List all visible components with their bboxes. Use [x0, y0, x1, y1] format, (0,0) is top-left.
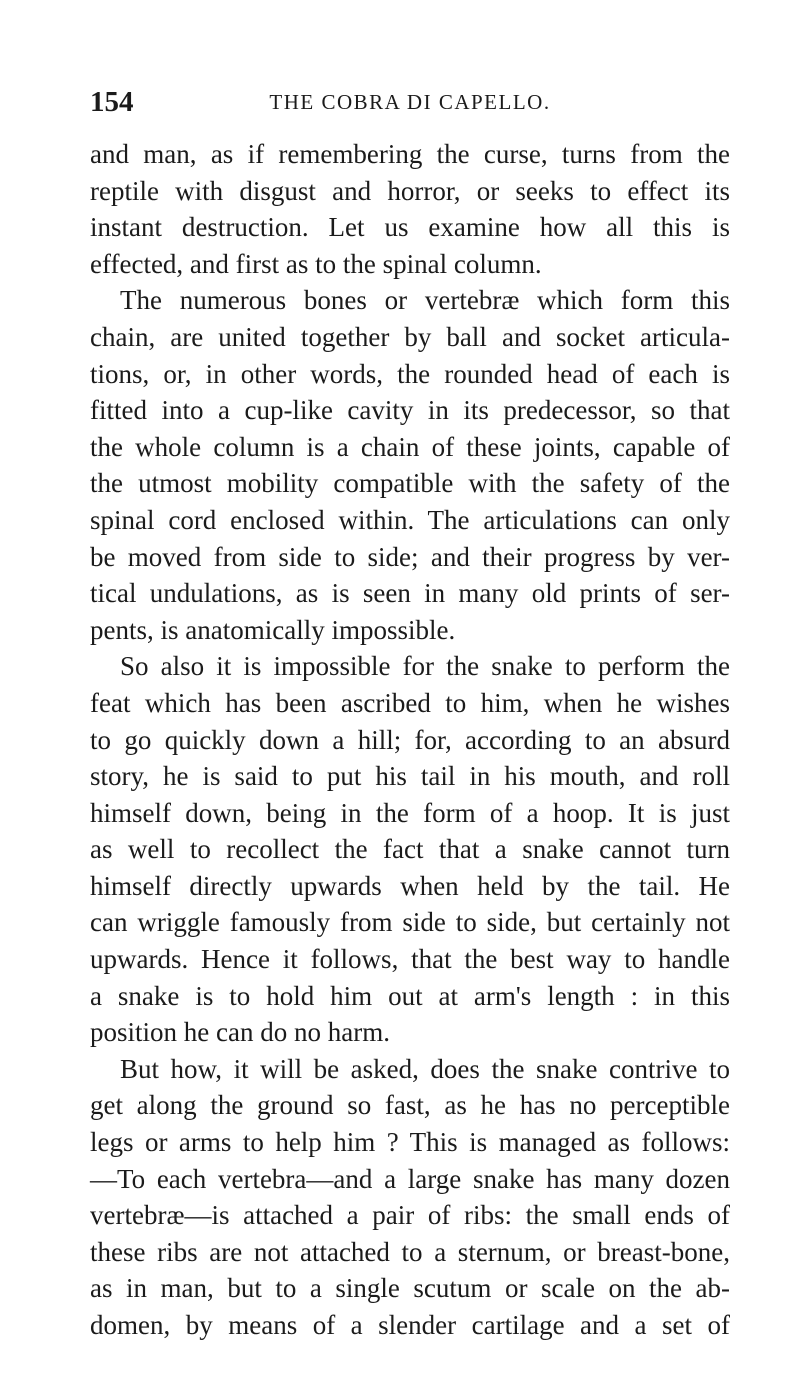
text-line: domen, by means of a slender cartilage and a set of: [90, 1310, 730, 1340]
text-line: instant destruction. Let us examine how all this is: [90, 212, 730, 243]
text-line: tions, or, in other words, the rounded head of each is: [90, 358, 730, 389]
page-header: [90, 86, 730, 122]
text-line: So also it is impossible for the snake to perform the: [120, 651, 730, 682]
text-line: tical undulations, as is seen in many old prints of ser-: [90, 578, 730, 609]
text-line: as in man, but to a single scutum or scale on the ab-: [90, 1273, 730, 1304]
text-line: But how, it will be asked, does the snake contrive to: [120, 1053, 730, 1084]
text-line: legs or arms to help him ? This is managed as follows:: [90, 1127, 730, 1158]
text-line: vertebræ—is attached a pair of ribs: the small ends of: [90, 1200, 730, 1231]
page-number: 154: [90, 86, 134, 118]
text-line: can wriggle famously from side to side, but certainly not: [90, 907, 730, 938]
text-line: and man, as if remembering the curse, turns from the: [90, 139, 730, 169]
text-line: these ribs are not attached to a sternum, or breast-bone,: [90, 1236, 730, 1267]
text-line: to go quickly down a hill; for, according to an absurd: [90, 724, 730, 755]
body-text: [90, 136, 730, 1344]
text-line: story, he is said to put his tail in his mouth, and roll: [90, 761, 730, 792]
text-line: the utmost mobility compatible with the safety of the: [90, 468, 730, 499]
text-line: get along the ground so fast, as he has no perceptible: [90, 1090, 730, 1121]
text-line: himself directly upwards when held by the tail. He: [90, 870, 730, 901]
text-line: fitted into a cup-like cavity in its predecessor, so that: [90, 395, 730, 426]
text-line: spinal cord enclosed within. The articulations can only: [90, 504, 730, 535]
text-line: reptile with disgust and horror, or seeks to effect its: [90, 175, 730, 206]
text-line: himself down, being in the form of a hoop. It is just: [90, 797, 730, 828]
running-title: THE COBRA DI CAPELLO.: [269, 90, 551, 114]
text-line: a snake is to hold him out at arm's length : in this: [90, 980, 730, 1011]
text-line: —To each vertebra—and a large snake has many dozen: [90, 1163, 730, 1194]
text-line: pents, is anatomically impossible.: [90, 614, 456, 645]
text-line: as well to recollect the fact that a snake cannot turn: [90, 834, 730, 865]
text-line: chain, are united together by ball and socket articula-: [90, 321, 730, 352]
text-line: effected, and first as to the spinal column.: [90, 248, 542, 279]
text-line: The numerous bones or vertebræ which form this: [120, 285, 730, 316]
text-line: position he can do no harm.: [90, 1017, 390, 1048]
text-line: upwards. Hence it follows, that the best way to handle: [90, 944, 730, 975]
text-line: the whole column is a chain of these joints, capable of: [90, 431, 730, 462]
text-line: feat which has been ascribed to him, when he wishes: [90, 687, 730, 718]
text-line: be moved from side to side; and their progress by ver-: [90, 541, 730, 572]
